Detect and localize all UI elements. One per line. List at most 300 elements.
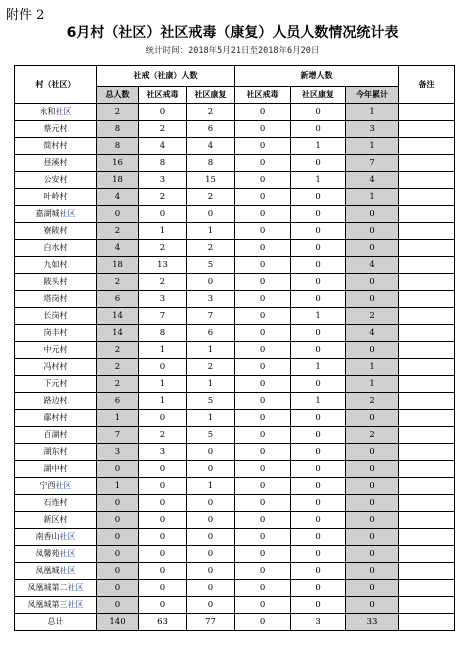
village-name [15, 546, 97, 563]
table-cell: 1 [346, 376, 399, 393]
remarks-cell [399, 138, 455, 155]
village-name [15, 342, 97, 359]
table-cell: 0 [235, 155, 291, 172]
table-cell: 0 [235, 257, 291, 274]
table-cell: 0 [97, 461, 139, 478]
col-header-total: 总人数 [97, 87, 139, 104]
table-cell: 0 [235, 172, 291, 189]
table-cell: 0 [291, 478, 346, 495]
table-row [15, 325, 455, 342]
remarks-cell [399, 597, 455, 614]
village-name-main: 简村村 [43, 141, 68, 150]
table-cell: 0 [291, 444, 346, 461]
table-cell: 7 [139, 308, 187, 325]
village-name-main: 叶岭村 [43, 192, 68, 201]
table-row [15, 172, 455, 189]
table-cell: 0 [97, 546, 139, 563]
document-title: 6月村（社区）社区戒毒（康复）人员人数情况统计表 [66, 25, 399, 41]
table-cell: 13 [139, 257, 187, 274]
table-cell: 1 [187, 478, 235, 495]
table-cell: 2 [97, 223, 139, 240]
village-name [15, 172, 97, 189]
table-cell: 8 [187, 155, 235, 172]
table-cell: 2 [139, 240, 187, 257]
table-cell: 1 [187, 342, 235, 359]
table-cell: 0 [187, 529, 235, 546]
village-name [15, 495, 97, 512]
table-cell: 1 [187, 223, 235, 240]
table-cell: 0 [346, 291, 399, 308]
group-header-new: 新增人数 [235, 66, 399, 87]
table-cell: 0 [187, 274, 235, 291]
table-cell: 1 [291, 138, 346, 155]
table-cell: 4 [346, 257, 399, 274]
remarks-cell [399, 393, 455, 410]
col-header-community-recovery: 社区康复 [187, 87, 235, 104]
total-cell: 33 [346, 614, 399, 631]
village-name [15, 359, 97, 376]
table-row [15, 410, 455, 427]
table-row [15, 444, 455, 461]
village-name-main: 路边村 [43, 396, 68, 405]
table-row [15, 393, 455, 410]
remarks-cell [399, 546, 455, 563]
table-cell: 4 [187, 138, 235, 155]
table-cell: 3 [139, 444, 187, 461]
remarks-cell [399, 121, 455, 138]
table-cell: 0 [139, 546, 187, 563]
table-cell: 0 [235, 240, 291, 257]
table-cell: 0 [235, 427, 291, 444]
table-cell: 0 [291, 121, 346, 138]
table-cell: 0 [291, 274, 346, 291]
remarks-cell [399, 240, 455, 257]
table-row [15, 580, 455, 597]
remarks-cell [399, 563, 455, 580]
village-name-main: 白水村 [43, 243, 68, 252]
remarks-cell [399, 478, 455, 495]
col-header-new-recovery: 社区康复 [291, 87, 346, 104]
table-cell: 2 [139, 427, 187, 444]
village-name-main: 嘉湖城 [35, 209, 60, 218]
total-cell: 0 [235, 614, 291, 631]
table-cell: 0 [139, 529, 187, 546]
remarks-cell [399, 342, 455, 359]
table-cell: 0 [346, 461, 399, 478]
table-row [15, 461, 455, 478]
village-name [15, 529, 97, 546]
village-name-main: 鄢村村 [43, 413, 68, 422]
table-cell: 0 [139, 461, 187, 478]
remarks-cell [399, 614, 455, 631]
table-cell: 2 [187, 189, 235, 206]
table-cell: 0 [187, 546, 235, 563]
table-cell: 4 [97, 240, 139, 257]
village-name [15, 461, 97, 478]
remarks-cell [399, 189, 455, 206]
village-name-main: 蔡元村 [43, 124, 68, 133]
village-name-suffix: 社区 [67, 583, 84, 592]
table-cell: 0 [291, 257, 346, 274]
table-cell: 0 [346, 580, 399, 597]
table-cell: 1 [187, 376, 235, 393]
village-name [15, 512, 97, 529]
table-cell: 0 [235, 104, 291, 121]
table-cell: 0 [346, 478, 399, 495]
village-name-main: 岗丰村 [43, 328, 68, 337]
table-cell: 0 [291, 410, 346, 427]
remarks-cell [399, 155, 455, 172]
village-name [15, 274, 97, 291]
group-header-current: 社戒（社康）人数 [97, 66, 235, 87]
village-name [15, 206, 97, 223]
remarks-cell [399, 495, 455, 512]
table-cell: 1 [346, 104, 399, 121]
table-cell: 0 [291, 223, 346, 240]
table-cell: 0 [187, 444, 235, 461]
table-cell: 0 [291, 376, 346, 393]
col-header-community-rehab-drug: 社区戒毒 [139, 87, 187, 104]
table-cell: 0 [291, 546, 346, 563]
table-cell: 0 [346, 529, 399, 546]
table-cell: 0 [235, 376, 291, 393]
total-cell: 140 [97, 614, 139, 631]
table-cell: 0 [235, 478, 291, 495]
table-row [15, 155, 455, 172]
remarks-cell [399, 172, 455, 189]
table-cell: 0 [346, 495, 399, 512]
table-row [15, 512, 455, 529]
village-name-main: 凤馨苑 [35, 549, 60, 558]
remarks-cell [399, 461, 455, 478]
table-cell: 2 [187, 359, 235, 376]
table-cell: 1 [97, 478, 139, 495]
table-cell: 6 [97, 291, 139, 308]
table-cell: 1 [139, 342, 187, 359]
village-name [15, 138, 97, 155]
village-name-main: 南香山 [35, 532, 60, 541]
table-row [15, 223, 455, 240]
table-cell: 0 [291, 529, 346, 546]
col-header-remarks: 备注 [399, 66, 455, 104]
village-name [15, 427, 97, 444]
table-cell: 0 [291, 563, 346, 580]
village-name-suffix: 社区 [59, 209, 76, 218]
table-cell: 0 [346, 444, 399, 461]
table-cell: 0 [235, 512, 291, 529]
table-cell: 0 [139, 512, 187, 529]
table-cell: 0 [235, 393, 291, 410]
village-name-main: 陂头村 [43, 277, 68, 286]
table-cell: 4 [97, 189, 139, 206]
table-cell: 0 [235, 274, 291, 291]
table-row [15, 478, 455, 495]
table-cell: 0 [235, 546, 291, 563]
table-cell: 0 [235, 121, 291, 138]
table-cell: 1 [291, 308, 346, 325]
table-cell: 0 [97, 495, 139, 512]
village-name-suffix: 社区 [67, 600, 84, 609]
remarks-cell [399, 104, 455, 121]
remarks-cell [399, 410, 455, 427]
table-cell: 2 [97, 359, 139, 376]
village-name-main: 凤凰城第三 [27, 600, 68, 609]
table-cell: 0 [235, 206, 291, 223]
table-cell: 1 [187, 410, 235, 427]
table-cell: 6 [187, 325, 235, 342]
village-name-main: 新区村 [43, 515, 68, 524]
table-cell: 1 [346, 359, 399, 376]
table-cell: 2 [97, 376, 139, 393]
table-cell: 4 [139, 138, 187, 155]
village-name [15, 189, 97, 206]
attachment-label: 附件 2 [6, 8, 45, 23]
table-cell: 0 [291, 461, 346, 478]
table-cell: 8 [97, 121, 139, 138]
table-cell: 1 [139, 376, 187, 393]
village-name-suffix: 社区 [55, 107, 72, 116]
table-cell: 0 [235, 138, 291, 155]
table-cell: 2 [139, 121, 187, 138]
village-name-main: 百湖村 [43, 430, 68, 439]
village-name [15, 393, 97, 410]
table-cell: 0 [346, 274, 399, 291]
table-cell: 5 [187, 427, 235, 444]
col-header-new-rehab-drug: 社区戒毒 [235, 87, 291, 104]
village-name [15, 104, 97, 121]
table-cell: 0 [291, 342, 346, 359]
village-name-main: 昼溪村 [43, 158, 68, 167]
village-name-main: 凤凰城 [35, 566, 60, 575]
village-name-suffix: 社区 [55, 481, 72, 490]
table-cell: 0 [235, 529, 291, 546]
table-cell: 0 [291, 512, 346, 529]
village-name-suffix: 社区 [59, 549, 76, 558]
table-cell: 0 [139, 563, 187, 580]
table-cell: 0 [346, 563, 399, 580]
table-cell: 7 [346, 155, 399, 172]
table-row [15, 308, 455, 325]
village-name [15, 444, 97, 461]
remarks-cell [399, 512, 455, 529]
table-cell: 0 [235, 410, 291, 427]
remarks-cell [399, 291, 455, 308]
village-name-main: 湖东村 [43, 447, 68, 456]
table-cell: 6 [97, 393, 139, 410]
table-cell: 0 [235, 495, 291, 512]
table-cell: 8 [139, 155, 187, 172]
table-cell: 4 [346, 325, 399, 342]
table-cell: 0 [235, 291, 291, 308]
table-cell: 0 [187, 580, 235, 597]
col-header-year-cumulative: 今年累计 [346, 87, 399, 104]
table-cell: 7 [187, 308, 235, 325]
table-row [15, 257, 455, 274]
table-cell: 1 [291, 393, 346, 410]
table-cell: 0 [291, 206, 346, 223]
table-cell: 0 [235, 325, 291, 342]
table-row [15, 189, 455, 206]
table-cell: 0 [139, 495, 187, 512]
remarks-cell [399, 257, 455, 274]
village-name-main: 湖中村 [43, 464, 68, 473]
village-name [15, 155, 97, 172]
table-cell: 0 [291, 240, 346, 257]
table-cell: 0 [187, 495, 235, 512]
village-name [15, 478, 97, 495]
table-cell: 3 [346, 121, 399, 138]
remarks-cell [399, 206, 455, 223]
table-row [15, 138, 455, 155]
table-row [15, 597, 455, 614]
table-cell: 0 [291, 104, 346, 121]
remarks-cell [399, 308, 455, 325]
table-cell: 0 [346, 342, 399, 359]
table-cell: 0 [97, 529, 139, 546]
table-cell: 18 [97, 257, 139, 274]
table-row [15, 240, 455, 257]
village-name-main: 长岗村 [43, 311, 68, 320]
remarks-cell [399, 529, 455, 546]
table-cell: 0 [139, 478, 187, 495]
table-cell: 2 [187, 240, 235, 257]
table-row [15, 206, 455, 223]
table-cell: 0 [291, 189, 346, 206]
statistics-period: 统计时间：2018年5月21日至2018年6月20日 [145, 46, 320, 56]
table-cell: 5 [187, 393, 235, 410]
table-cell: 0 [139, 597, 187, 614]
table-cell: 0 [346, 410, 399, 427]
village-name-main: 下元村 [43, 379, 68, 388]
table-row [15, 563, 455, 580]
village-name-main: 公安村 [43, 175, 68, 184]
remarks-cell [399, 580, 455, 597]
table-cell: 0 [139, 580, 187, 597]
remarks-cell [399, 359, 455, 376]
table-cell: 0 [97, 580, 139, 597]
village-name-main: 永和 [39, 107, 56, 116]
table-cell: 2 [97, 104, 139, 121]
table-cell: 2 [187, 104, 235, 121]
table-row [15, 121, 455, 138]
village-name-main: 宁西 [39, 481, 56, 490]
table-cell: 0 [346, 223, 399, 240]
table-cell: 0 [139, 206, 187, 223]
col-header-village: 村（社区） [15, 66, 97, 104]
village-name [15, 121, 97, 138]
table-row [15, 529, 455, 546]
table-cell: 5 [187, 257, 235, 274]
village-name-main: 冯村村 [43, 362, 68, 371]
village-name-main: 九如村 [43, 260, 68, 269]
table-cell: 2 [97, 274, 139, 291]
table-cell: 4 [346, 172, 399, 189]
village-name [15, 410, 97, 427]
table-cell: 0 [235, 597, 291, 614]
village-name [15, 325, 97, 342]
table-row [15, 291, 455, 308]
table-cell: 0 [235, 461, 291, 478]
table-cell: 0 [235, 342, 291, 359]
village-name-main: 凤凰城第二 [27, 583, 68, 592]
table-cell: 0 [187, 512, 235, 529]
table-cell: 18 [97, 172, 139, 189]
table-cell: 0 [97, 597, 139, 614]
table-cell: 3 [97, 444, 139, 461]
table-cell: 0 [346, 546, 399, 563]
village-name [15, 376, 97, 393]
table-cell: 8 [139, 325, 187, 342]
village-name [15, 563, 97, 580]
table-cell: 0 [235, 308, 291, 325]
table-cell: 0 [346, 512, 399, 529]
table-cell: 0 [187, 461, 235, 478]
village-name [15, 257, 97, 274]
table-cell: 1 [291, 172, 346, 189]
table-cell: 0 [291, 291, 346, 308]
table-cell: 2 [97, 342, 139, 359]
table-cell: 1 [139, 223, 187, 240]
table-cell: 0 [97, 206, 139, 223]
table-cell: 0 [139, 359, 187, 376]
table-cell: 0 [346, 240, 399, 257]
table-cell: 0 [97, 563, 139, 580]
table-cell: 2 [139, 189, 187, 206]
table-cell: 2 [346, 393, 399, 410]
remarks-cell [399, 444, 455, 461]
remarks-cell [399, 325, 455, 342]
table-cell: 0 [291, 325, 346, 342]
table-cell: 0 [291, 155, 346, 172]
village-name-main: 塔岗村 [43, 294, 68, 303]
table-cell: 14 [97, 308, 139, 325]
remarks-cell [399, 274, 455, 291]
table-row [15, 376, 455, 393]
village-name-suffix: 社区 [59, 532, 76, 541]
remarks-cell [399, 223, 455, 240]
table-cell: 3 [139, 172, 187, 189]
village-name-suffix: 社区 [59, 566, 76, 575]
table-cell: 16 [97, 155, 139, 172]
table-cell: 15 [187, 172, 235, 189]
table-cell: 2 [346, 308, 399, 325]
table-cell: 0 [291, 495, 346, 512]
table-cell: 1 [291, 359, 346, 376]
table-cell: 14 [97, 325, 139, 342]
village-name-main: 石连村 [43, 498, 68, 507]
table-cell: 0 [235, 359, 291, 376]
table-cell: 0 [187, 563, 235, 580]
total-row [15, 614, 455, 631]
table-cell: 6 [187, 121, 235, 138]
village-name [15, 308, 97, 325]
table-cell: 2 [346, 427, 399, 444]
table-cell: 0 [139, 410, 187, 427]
village-name [15, 223, 97, 240]
table-cell: 0 [346, 206, 399, 223]
table-row [15, 546, 455, 563]
table-cell: 2 [139, 274, 187, 291]
table-row [15, 104, 455, 121]
remarks-cell [399, 427, 455, 444]
table-row [15, 495, 455, 512]
village-name [15, 580, 97, 597]
table-cell: 0 [235, 189, 291, 206]
total-cell: 77 [187, 614, 235, 631]
table-cell: 8 [97, 138, 139, 155]
table-cell: 0 [346, 597, 399, 614]
village-name-main: 中元村 [43, 345, 68, 354]
